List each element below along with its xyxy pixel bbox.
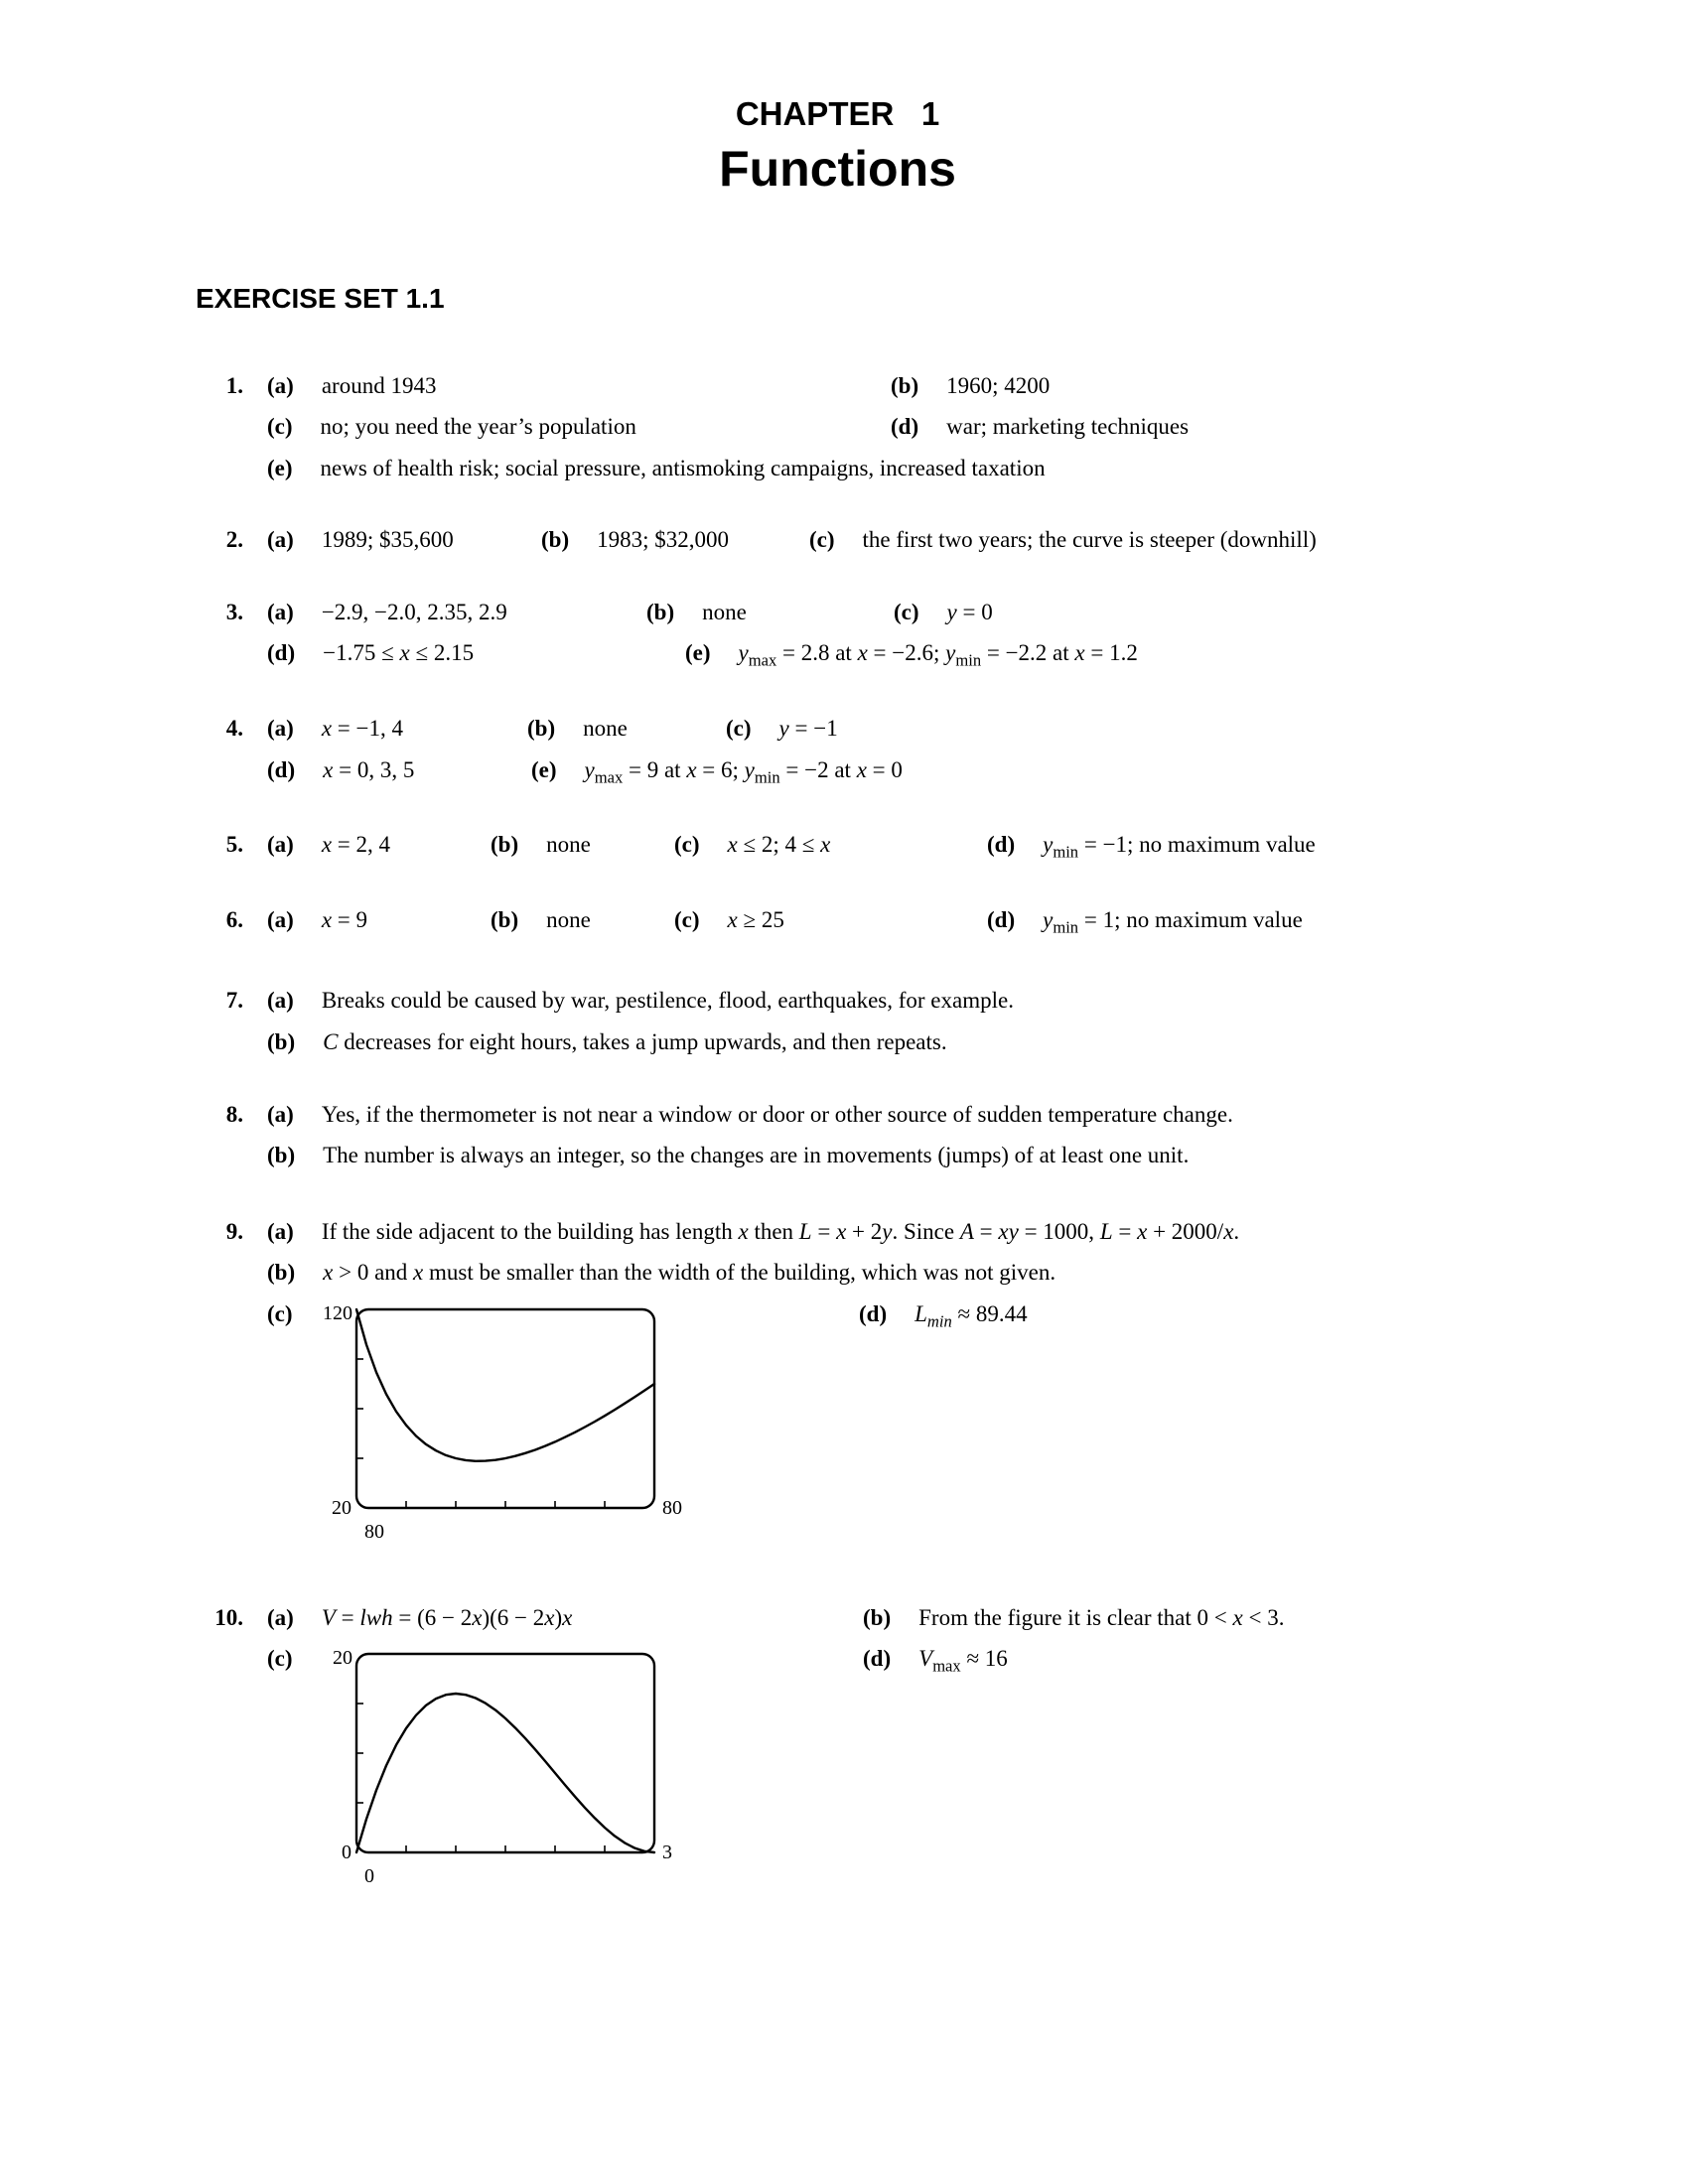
answer-line [267, 1100, 1479, 1131]
part-tag: (b) [646, 599, 675, 624]
part-value: none [546, 832, 591, 858]
answer-line [267, 1217, 1479, 1248]
part-value: V = lwh = (6 − 2x)(6 − 2x)x [321, 1604, 573, 1630]
part-tag: (a) [267, 716, 294, 742]
part-tag: (a) [267, 1604, 294, 1630]
answer-part-b [527, 714, 726, 745]
axis-label-ymin: 0 [363, 1865, 374, 1888]
part-tag: (a) [267, 1218, 294, 1244]
answer-line [267, 986, 1479, 1017]
part-value: 1960; 4200 [946, 372, 1051, 398]
answer-part-a [267, 905, 491, 936]
exercise-number: 4. [225, 716, 243, 742]
part-tag: (a) [267, 988, 294, 1014]
section-heading: EXERCISE SET 1.1 [196, 282, 445, 314]
answer-part-c [674, 905, 987, 936]
part-value: war; marketing techniques [946, 414, 1190, 440]
part-value: $y_{min} = 1$; no maximum value [1043, 906, 1303, 937]
part-value: none [583, 716, 628, 742]
part-tag: (d) [267, 640, 296, 666]
answer-part-a [267, 1100, 1374, 1131]
part-tag: (b) [491, 832, 519, 858]
answer-part-a [267, 986, 1014, 1017]
answer-part-b [491, 905, 674, 936]
part-tag: (c) [267, 1300, 293, 1326]
part-value: −1.75 ≤ x ≤ 2.15 [323, 640, 475, 666]
answer-line [267, 638, 1479, 672]
part-value: x = 2, 4 [321, 832, 391, 858]
answer-part-a [267, 830, 491, 861]
answer-part-d [987, 905, 1303, 939]
part-tag: (d) [267, 756, 296, 782]
part-tag: (e) [685, 640, 711, 666]
answer-part-c [267, 1299, 859, 1544]
part-value: x = 0, 3, 5 [323, 756, 415, 782]
part-tag: (d) [987, 832, 1016, 858]
exercise-number: 9. [225, 1218, 243, 1244]
part-value: From the figure it is clear that 0 < x < 3. [918, 1604, 1285, 1630]
exercise-number: 3. [225, 599, 243, 624]
graph-window-frame [356, 1309, 654, 1508]
answer-line [267, 905, 1479, 939]
answer-line [267, 755, 1479, 789]
part-value: none [546, 906, 591, 932]
answer-part-b [267, 1258, 1375, 1289]
part-value: the first two years; the curve is steeper (downhill) [862, 527, 1317, 553]
answer-part-d [859, 1299, 1028, 1333]
exercise-9 [196, 1217, 1479, 1544]
part-tag: (c) [809, 527, 835, 553]
answer-part-a [267, 1217, 1374, 1248]
part-value: 1983; $32,000 [597, 527, 730, 553]
part-value: −2.9, −2.0, 2.35, 2.9 [321, 599, 507, 624]
part-value: news of health risk; social pressure, antismoking campaigns, increased taxation [320, 455, 1046, 480]
exercise-number: 1. [225, 372, 243, 398]
part-value: x = −1, 4 [321, 716, 403, 742]
exercise-list [196, 371, 1479, 1889]
part-tag: (d) [859, 1300, 888, 1326]
part-value: $y_{min} = -1$; no maximum value [1043, 832, 1316, 862]
part-tag: (a) [267, 1101, 294, 1127]
exercise-10 [196, 1603, 1479, 1889]
answer-line [267, 371, 1479, 402]
answer-part-d [987, 830, 1316, 864]
part-tag: (b) [267, 1029, 296, 1055]
part-tag: (c) [674, 906, 700, 932]
part-tag: (b) [541, 527, 570, 553]
part-tag: (d) [987, 906, 1016, 932]
answer-line [267, 454, 1479, 484]
axis-label-ymin: 80 [363, 1520, 384, 1543]
part-value: x = 9 [321, 906, 368, 932]
answer-part-c [894, 598, 993, 628]
answer-part-b [646, 598, 894, 628]
part-tag: (b) [267, 1143, 296, 1168]
answer-part-c [267, 412, 891, 443]
graph-10c [321, 1638, 690, 1888]
answer-part-c [809, 525, 1317, 556]
answer-line [267, 412, 1479, 443]
answer-part-b [863, 1603, 1284, 1634]
axis-label-ymax: 20 [332, 1647, 352, 1670]
exercise-number: 8. [225, 1101, 243, 1127]
answer-line [267, 598, 1479, 628]
axis-label-ymax: 120 [322, 1301, 352, 1324]
exercise-5 [196, 830, 1479, 864]
part-value: Yes, if the thermometer is not near a window or door or other source of sudden temperature change. [321, 1101, 1233, 1127]
part-value: 1989; $35,600 [321, 527, 454, 553]
answer-part-b [491, 830, 674, 861]
part-value: $y_{max} = 2.8$ at x = −2.6; $y_{min} = -2.2$ at x = 1.2 [738, 640, 1138, 671]
part-tag: (c) [726, 716, 752, 742]
exercise-4 [196, 714, 1479, 788]
part-value: The number is always an integer, so the changes are in movements (jumps) of at least one unit. [323, 1143, 1190, 1168]
answer-part-e [267, 454, 1046, 484]
answer-line [267, 714, 1479, 745]
answer-part-a [267, 525, 541, 556]
answer-part-e [685, 638, 1138, 672]
part-value: Breaks could be caused by war, pestilence, flood, earthquakes, for example. [321, 988, 1014, 1014]
exercise-7 [196, 986, 1479, 1057]
answer-part-a [267, 371, 891, 402]
part-tag: (e) [531, 756, 557, 782]
answer-part-a [267, 598, 646, 628]
exercise-number: 10. [214, 1604, 243, 1630]
answer-part-d [267, 755, 531, 786]
part-tag: (c) [894, 599, 919, 624]
exercise-1 [196, 371, 1479, 484]
part-tag: (e) [267, 455, 293, 480]
part-tag: (c) [267, 414, 293, 440]
exercise-8 [196, 1100, 1479, 1171]
answer-part-e [531, 755, 903, 789]
exercise-number: 6. [225, 906, 243, 932]
answer-part-b [541, 525, 809, 556]
answer-part-d [891, 412, 1189, 443]
part-value: y = 0 [946, 599, 993, 624]
answer-line [267, 525, 1479, 556]
answer-part-c [726, 714, 838, 745]
part-tag: (c) [267, 1646, 293, 1672]
part-tag: (a) [267, 832, 294, 858]
exercise-6 [196, 905, 1479, 939]
axis-label-xmax: 80 [661, 1496, 682, 1519]
exercise-2 [196, 525, 1479, 556]
part-value: y = −1 [778, 716, 838, 742]
answer-line [267, 1603, 1479, 1634]
answer-part-c [267, 1644, 863, 1888]
part-tag: (a) [267, 599, 294, 624]
answer-line [267, 1027, 1479, 1058]
answer-part-b [891, 371, 1050, 402]
exercise-number: 7. [225, 988, 243, 1014]
part-value: If the side adjacent to the building has length x then L = x + 2y. Since A = xy = 1000, L = x + 2000/x. [321, 1218, 1240, 1244]
axis-label-xmin: 0 [341, 1842, 352, 1864]
chapter-label: CHAPTER 1 [735, 95, 940, 132]
part-tag: (b) [267, 1260, 296, 1286]
answer-part-d [863, 1644, 1008, 1678]
exercise-number: 2. [225, 527, 243, 553]
part-value: x > 0 and x must be smaller than the width of the building, which was not given. [323, 1260, 1056, 1286]
answer-part-a [267, 1603, 863, 1634]
part-tag: (a) [267, 906, 294, 932]
answer-line [267, 1141, 1479, 1171]
chapter-title: Functions [719, 140, 956, 197]
graph-9c [321, 1294, 690, 1544]
part-tag: (c) [674, 832, 700, 858]
part-tag: (b) [891, 372, 919, 398]
exercise-3 [196, 598, 1479, 672]
axis-label-xmin: 20 [331, 1496, 352, 1519]
answer-part-a [267, 714, 527, 745]
part-value: $y_{max} = 9$ at x = 6; $y_{min} = -2$ at x = 0 [584, 756, 903, 787]
part-value: $L_{min} \approx 89.44$ [914, 1300, 1028, 1331]
part-value: $V_{max} \approx 16$ [918, 1646, 1008, 1677]
part-value: x ≤ 2; 4 ≤ x [727, 832, 831, 858]
answer-line [267, 1644, 1479, 1888]
answer-part-b [267, 1141, 1375, 1171]
part-tag: (d) [891, 414, 919, 440]
axis-label-xmax: 3 [661, 1842, 672, 1864]
answer-part-d [267, 638, 685, 669]
part-value: no; you need the year’s population [320, 414, 636, 440]
graph-window-frame [356, 1654, 654, 1852]
part-value: C decreases for eight hours, takes a jump upwards, and then repeats. [323, 1029, 947, 1055]
part-tag: (a) [267, 372, 294, 398]
part-value: around 1943 [321, 372, 437, 398]
exercise-number: 5. [225, 832, 243, 858]
part-value: x ≥ 25 [727, 906, 784, 932]
part-tag: (b) [527, 716, 556, 742]
part-value: none [702, 599, 747, 624]
answer-part-c [674, 830, 987, 861]
answer-line [267, 830, 1479, 864]
part-tag: (b) [491, 906, 519, 932]
part-tag: (d) [863, 1646, 892, 1672]
part-tag: (b) [863, 1604, 892, 1630]
part-tag: (a) [267, 527, 294, 553]
answer-line [267, 1258, 1479, 1289]
answer-line [267, 1299, 1479, 1544]
answer-part-b [267, 1027, 947, 1058]
